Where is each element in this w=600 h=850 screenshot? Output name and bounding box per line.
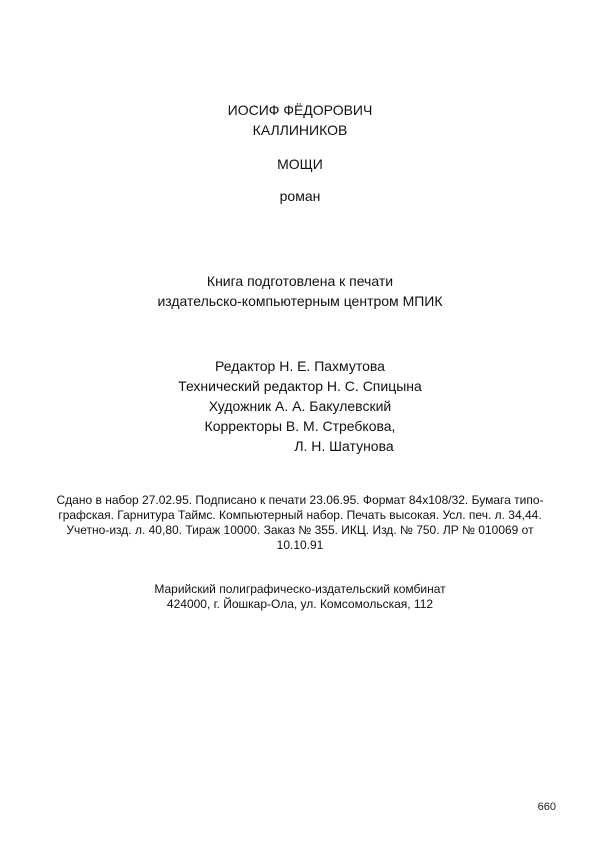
printer-name: Марийский полиграфическо-издательский комбинат [154, 582, 446, 596]
book-title: МОЩИ [277, 156, 323, 172]
artist-credit: Художник А. А. Бакулевский [208, 398, 392, 414]
printer-address: 424000, г. Йошкар-Ола, ул. Комсомольская, 112 [166, 597, 434, 611]
editor-credit: Редактор Н. Е. Пахмутова [215, 358, 385, 374]
colophon-line-1: Сдано в набор 27.02.95. Подписано к печати 23.06.95. Формат 84х108/32. Бумага типо- [56, 493, 544, 507]
prepared-by-line-2: издательско-компьютерным центром МПИК [157, 293, 443, 309]
proofreaders-credit: Корректоры В. М. Стребкова, [204, 418, 396, 434]
printer-info [0, 582, 600, 612]
author-name [0, 100, 600, 140]
proofreader-2-credit: Л. Н. Шатунова [294, 438, 394, 454]
colophon-line-4: 10.10.91 [276, 538, 324, 552]
prepared-by-line-1: Книга подготовлена к печати [206, 273, 394, 289]
colophon-line-2: графская. Гарнитура Таймс. Компьютерный набор. Печать высокая. Усл. печ. л. 34,44. [58, 508, 542, 522]
print-colophon [0, 493, 600, 553]
page-number: 660 [537, 801, 556, 813]
colophon-line-3: Учетно-изд. л. 40,80. Тираж 10000. Заказ № 355. ИКЦ. Изд. № 750. ЛР № 010069 от [66, 523, 534, 537]
book-genre: роман [279, 188, 321, 204]
staff-credits [0, 356, 600, 456]
tech-editor-credit: Технический редактор Н. С. Спицына [178, 378, 422, 394]
author-name-line-2: КАЛЛИНИКОВ [252, 122, 348, 138]
author-name-line-1: ИОСИФ ФЁДОРОВИЧ [227, 102, 373, 118]
prepared-by [0, 271, 600, 311]
